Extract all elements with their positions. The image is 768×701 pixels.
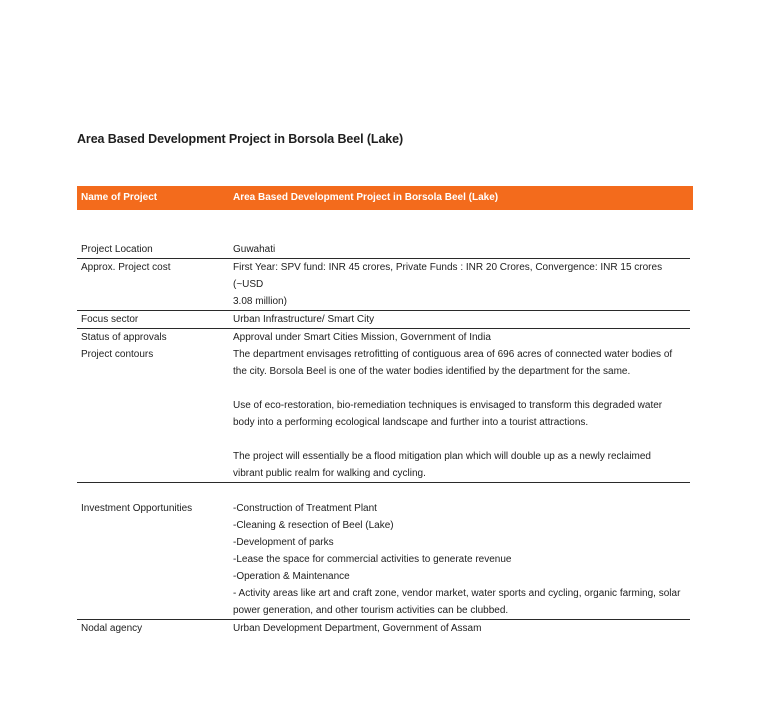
table-row: [77, 259, 690, 311]
table-header: [77, 186, 693, 210]
text-line: Use of eco-restoration, bio-remediation techniques is envisaged to transform this degraded water: [233, 400, 663, 411]
row-value: [233, 259, 690, 310]
row-value: [233, 346, 690, 482]
project-table: [77, 241, 690, 637]
row-key: Focus sector: [81, 314, 139, 325]
table-row: [77, 329, 690, 346]
list-item: -Development of parks: [233, 537, 334, 548]
table-row: [77, 311, 690, 329]
text-line: First Year: SPV fund: INR 45 crores, Private Funds : INR 20 Crores, Convergence: INR 15 crores (~USD: [233, 262, 663, 290]
text-line: body into a performing ecological landscape and further into a tourist attractions.: [233, 417, 589, 428]
list-item: -Lease the space for commercial activities to generate revenue: [233, 554, 512, 565]
text-line: vibrant public realm for walking and cycling.: [233, 468, 426, 479]
row-value: Urban Development Department, Government of Assam: [233, 623, 482, 634]
row-key: Nodal agency: [81, 623, 143, 634]
row-key: Project contours: [81, 349, 154, 360]
row-key: Status of approvals: [81, 332, 167, 343]
row-value: Guwahati: [233, 244, 276, 255]
list-item: power generation, and other tourism activities can be clubbed.: [233, 605, 509, 616]
row-value: [233, 500, 690, 619]
header-value: Area Based Development Project in Borsola Beel (Lake): [233, 192, 499, 203]
table-row: [77, 620, 690, 637]
text-line: The department envisages retrofitting of contiguous area of 696 acres of connected water bodies of: [233, 349, 673, 360]
table-row: [77, 346, 690, 483]
list-item: - Activity areas like art and craft zone, vendor market, water sports and cycling, organic farming, solar: [233, 588, 681, 599]
text-line: the city. Borsola Beel is one of the water bodies identified by the department for the same.: [233, 366, 631, 377]
row-key: Project Location: [81, 244, 153, 255]
row-value: Approval under Smart Cities Mission, Government of India: [233, 332, 491, 343]
list-item: -Construction of Treatment Plant: [233, 503, 377, 514]
row-key: Approx. Project cost: [81, 262, 171, 273]
row-key: Investment Opportunities: [81, 503, 193, 514]
row-value: Urban Infrastructure/ Smart City: [233, 314, 375, 325]
text-line: The project will essentially be a flood mitigation plan which will double up as a newly reclaimed: [233, 451, 651, 462]
text-line: 3.08 million): [233, 296, 287, 307]
list-item: -Operation & Maintenance: [233, 571, 350, 582]
table-row: [77, 241, 690, 259]
header-key: Name of Project: [81, 192, 158, 203]
list-item: -Cleaning & resection of Beel (Lake): [233, 520, 394, 531]
table-row: [77, 500, 690, 620]
page-title: Area Based Development Project in Borsola Beel (Lake): [77, 132, 404, 146]
